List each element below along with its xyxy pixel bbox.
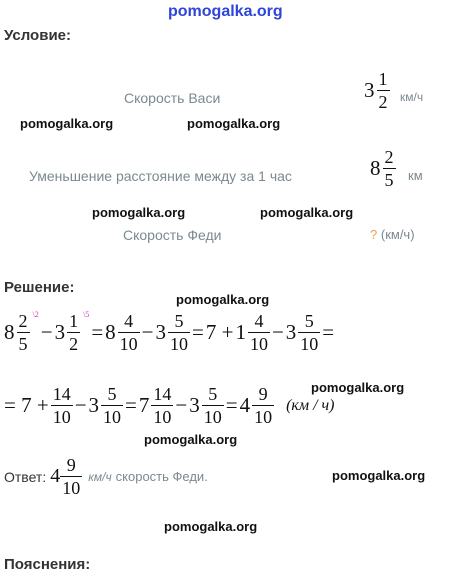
multiplier-note: \2 bbox=[32, 310, 39, 319]
numerator: 4 bbox=[124, 311, 134, 331]
whole: 8 bbox=[370, 156, 381, 180]
denominator: 10 bbox=[52, 407, 71, 427]
vasya-speed-label: Скорость Васи bbox=[124, 90, 221, 106]
watermark: pomogalka.org bbox=[92, 205, 186, 220]
fedya-speed-label: Скорость Феди bbox=[123, 227, 222, 243]
numerator: 9 bbox=[66, 455, 76, 475]
numerator: 14 bbox=[153, 384, 172, 404]
fraction bbox=[67, 312, 80, 353]
numerator: 5 bbox=[174, 311, 184, 331]
whole: 3 bbox=[189, 393, 200, 417]
fedya-speed-value bbox=[370, 227, 415, 242]
answer-unit: км/ч bbox=[88, 469, 112, 484]
denominator: 2 bbox=[378, 92, 388, 112]
numerator: 4 bbox=[254, 311, 264, 331]
numerator: 14 bbox=[52, 384, 71, 404]
answer-text: скорость Феди. bbox=[115, 469, 208, 484]
fraction bbox=[118, 312, 140, 353]
denominator: 5 bbox=[18, 334, 28, 354]
numerator: 1 bbox=[378, 69, 388, 89]
watermark: pomogalka.org bbox=[260, 205, 354, 220]
denominator: 10 bbox=[203, 407, 222, 427]
explanation-heading: Пояснения: bbox=[4, 556, 91, 573]
numerator: 2 bbox=[384, 147, 394, 167]
unit: (км/ч) bbox=[380, 227, 415, 242]
fraction bbox=[51, 385, 73, 426]
whole: 1 bbox=[235, 320, 246, 344]
minus-sign: − bbox=[141, 320, 154, 344]
minus-sign: − bbox=[40, 320, 53, 344]
whole: 8 bbox=[105, 320, 116, 344]
equals-sign: = bbox=[192, 320, 204, 344]
watermark: pomogalka.org bbox=[187, 116, 281, 131]
fraction bbox=[101, 385, 123, 426]
fraction bbox=[60, 456, 82, 497]
whole-sum: 7 + bbox=[205, 320, 234, 344]
equals-sign: = bbox=[225, 393, 238, 417]
denominator: 2 bbox=[69, 334, 79, 354]
answer bbox=[4, 456, 208, 497]
whole: 3 bbox=[155, 320, 166, 344]
distance-decrease-unit: км bbox=[408, 168, 423, 183]
whole: 4 bbox=[239, 393, 251, 417]
whole: 3 bbox=[285, 320, 297, 344]
solution-line-1 bbox=[4, 312, 336, 353]
distance-decrease-label: Уменьшение расстояние между за 1 час bbox=[29, 168, 292, 184]
fraction bbox=[17, 312, 30, 353]
fraction bbox=[248, 312, 270, 353]
watermark: pomogalka.org bbox=[176, 292, 270, 307]
watermark-top: pomogalka.org bbox=[168, 3, 283, 20]
distance-decrease-value bbox=[370, 148, 398, 189]
denominator: 10 bbox=[249, 334, 268, 354]
whole: 7 bbox=[138, 393, 150, 417]
watermark: pomogalka.org bbox=[20, 116, 114, 131]
fraction bbox=[377, 70, 390, 111]
denominator: 10 bbox=[254, 407, 273, 427]
minus-sign: − bbox=[271, 320, 284, 344]
denominator: 10 bbox=[62, 478, 81, 498]
vasya-speed-value bbox=[364, 70, 392, 111]
minus-sign: − bbox=[74, 393, 87, 417]
fraction bbox=[298, 312, 320, 353]
numerator: 9 bbox=[258, 384, 268, 404]
condition-heading: Условие: bbox=[4, 27, 72, 44]
equals-sign: = bbox=[322, 320, 335, 344]
numerator: 5 bbox=[208, 384, 218, 404]
vasya-speed-unit: км/ч bbox=[400, 90, 424, 104]
answer-label: Ответ: bbox=[4, 468, 47, 485]
denominator: 10 bbox=[119, 334, 138, 354]
fraction bbox=[252, 385, 274, 426]
fraction bbox=[151, 385, 173, 426]
denominator: 10 bbox=[153, 407, 172, 427]
watermark: pomogalka.org bbox=[164, 519, 258, 534]
whole: 4 bbox=[50, 465, 61, 487]
watermark: pomogalka.org bbox=[332, 468, 426, 483]
whole: 3 bbox=[364, 78, 375, 102]
watermark: pomogalka.org bbox=[144, 432, 238, 447]
whole: 8 bbox=[4, 320, 15, 344]
numerator: 1 bbox=[69, 311, 79, 331]
denominator: 10 bbox=[103, 407, 122, 427]
solution-line-2 bbox=[4, 385, 337, 426]
equals-sign: = bbox=[91, 320, 104, 344]
fraction bbox=[202, 385, 224, 426]
unit: (км / ч) bbox=[286, 396, 335, 414]
fraction bbox=[168, 312, 190, 353]
unknown-mark: ? bbox=[370, 227, 378, 242]
solution-heading: Решение: bbox=[4, 279, 75, 296]
equals-sign: = bbox=[125, 393, 137, 417]
numerator: 5 bbox=[304, 311, 314, 331]
fraction bbox=[383, 148, 396, 189]
numerator: 2 bbox=[18, 311, 28, 331]
whole: 3 bbox=[88, 393, 100, 417]
watermark: pomogalka.org bbox=[311, 380, 405, 395]
multiplier-note: \5 bbox=[83, 310, 90, 319]
denominator: 10 bbox=[170, 334, 188, 354]
equals-sum: = 7 + bbox=[4, 393, 49, 417]
denominator: 10 bbox=[300, 334, 319, 354]
denominator: 5 bbox=[384, 170, 394, 190]
minus-sign: − bbox=[175, 393, 188, 417]
whole: 3 bbox=[54, 320, 66, 344]
numerator: 5 bbox=[107, 384, 117, 404]
